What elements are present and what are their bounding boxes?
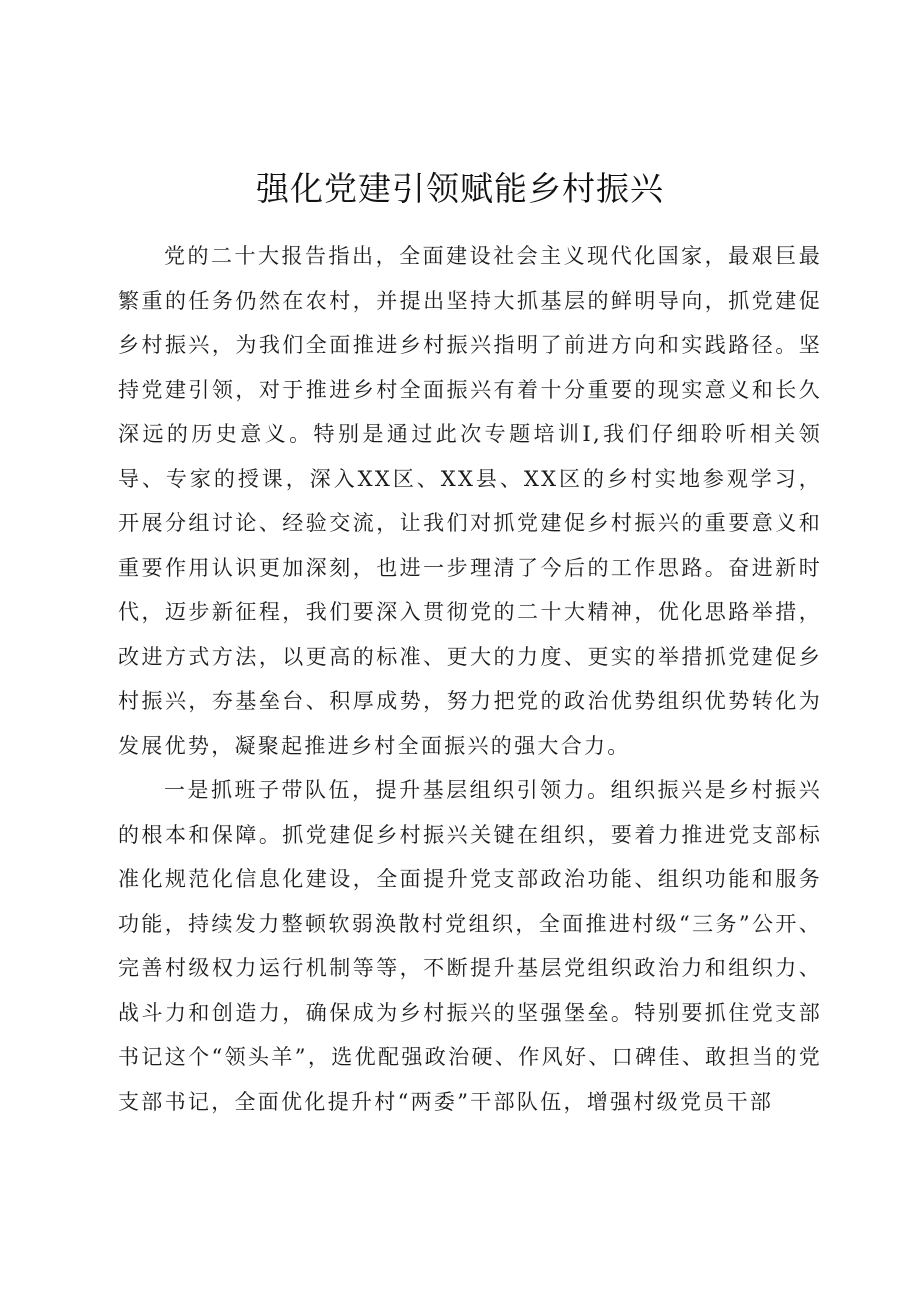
paragraph-intro: 党的二十大报告指出，全面建设社会主义现代化国家，最艰巨最繁重的任务仍然在农村，并提出坚持大抓基层的鲜明导向，抓党建促乡村振兴，为我们全面推进乡村振兴指明了前进方向和实践路径。坚持党建引领，对于推进乡村全面振兴有着十分重要的现实意义和长久深远的历史意义。特别是通过此次专题培训I,我们仔细聆听相关领导、专家的授课，深入XX区、XX县、XX区的乡村实地参观学习，开展分组讨论、经验交流，让我们对抓党建促乡村振兴的重要意义和重要作用认识更加深刻，也进一步理清了今后的工作思路。奋进新时代，迈步新征程，我们要深入贯彻党的二十大精神，优化思路举措，改进方式方法，以更高的标准、更大的力度、更实的举措抓党建促乡村振兴，夯基垒台、积厚成势，努力把党的政治优势组织优势转化为发展优势，凝聚起推进乡村全面振兴的强大合力。	[118, 244, 822, 758]
document-body	[118, 234, 822, 1124]
paragraph-point-one: 一是抓班子带队伍，提升基层组织引领力。组织振兴是乡村振兴的根本和保障。抓党建促乡村振兴关键在组织，要着力推进党支部标准化规范化信息化建设，全面提升党支部政治功能、组织功能和服务功能，持续发力整顿软弱涣散村党组织，全面推进村级“三务”公开、完善村级权力运行机制等等，不断提升基层党组织政治力和组织力、战斗力和创造力，确保成为乡村振兴的坚强堡垒。特别要抓住党支部书记这个“领头羊”，选优配强政治硬、作风好、口碑佳、敢担当的党支部书记，全面优化提升村“两委”干部队伍，增强村级党员干部	[118, 778, 822, 1114]
document-title: 强化党建引领赋能乡村振兴	[256, 169, 664, 208]
